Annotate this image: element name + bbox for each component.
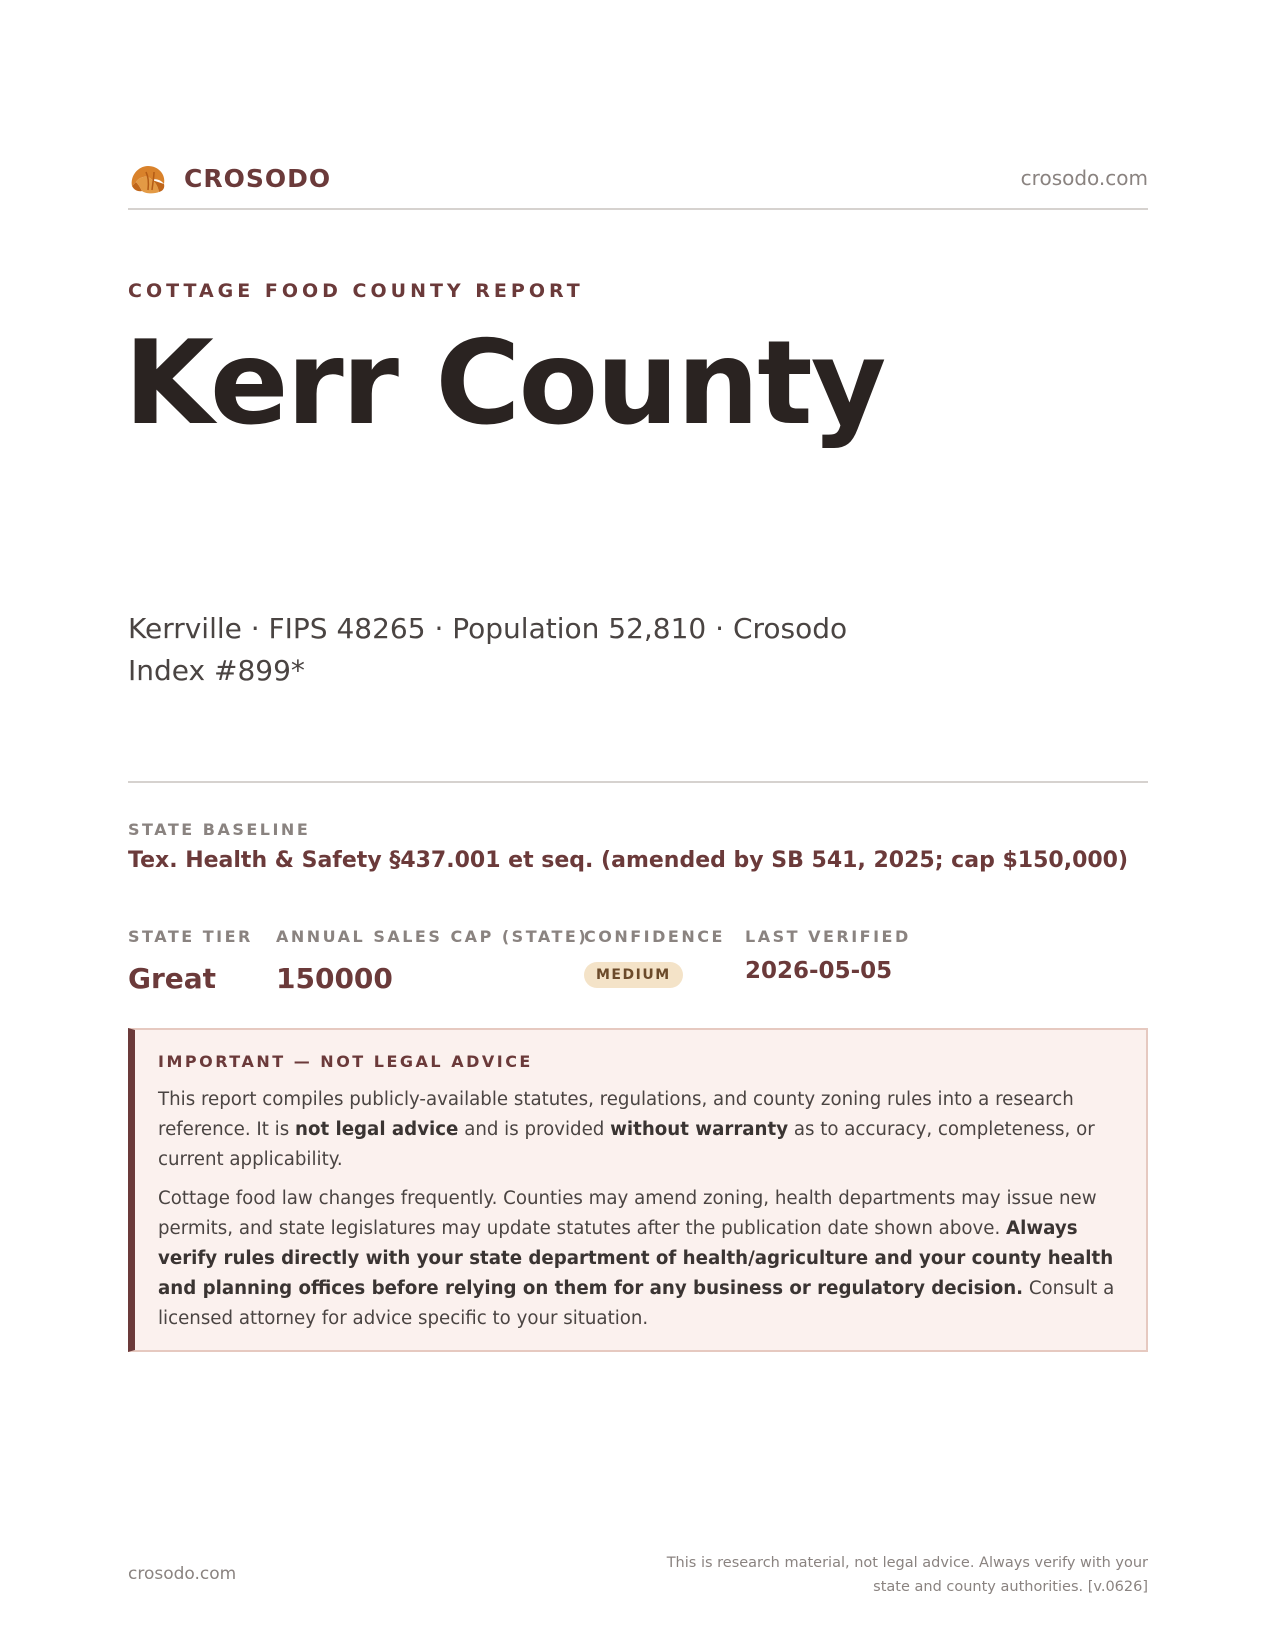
stat-sales-cap bbox=[276, 927, 588, 995]
notice-title: IMPORTANT — NOT LEGAL ADVICE bbox=[158, 1052, 533, 1071]
notice-text: as to accuracy, completeness, or current applicability. bbox=[158, 1119, 1095, 1170]
notice-emphasis: not legal advice bbox=[295, 1119, 459, 1140]
report-page bbox=[124, 0, 1148, 1650]
notice-emphasis: without warranty bbox=[610, 1119, 789, 1140]
stat-confidence bbox=[584, 927, 725, 988]
notice-emphasis: Always verify rules directly with your state department of health/agriculture and your county health and planning offices before relying on them for any business or regulatory decision. bbox=[158, 1218, 1114, 1299]
stat-label: ANNUAL SALES CAP (STATE) bbox=[276, 927, 589, 946]
section-divider bbox=[128, 781, 1148, 783]
site-url-link[interactable]: crosodo.com bbox=[1020, 166, 1148, 190]
stats-row bbox=[128, 927, 1148, 997]
legal-notice bbox=[128, 1028, 1148, 1352]
baseline-statute: Tex. Health & Safety §437.001 et seq. (amended by SB 541, 2025; cap $150,000) bbox=[128, 848, 1129, 873]
stat-label: CONFIDENCE bbox=[584, 927, 725, 946]
notice-text: This report compiles publicly-available statutes, regulations, and county zoning rules into a research reference. It is bbox=[158, 1089, 1074, 1140]
stat-value: 2026-05-05 bbox=[745, 958, 893, 984]
page-title: Kerr County bbox=[124, 316, 885, 451]
brand-name: CROSODO bbox=[184, 163, 332, 193]
footer-disclaimer: This is research material, not legal advice. Always verify with your state and county authorities. [v.0626] bbox=[666, 1555, 1148, 1595]
stat-value: 150000 bbox=[276, 962, 393, 995]
croissant-icon bbox=[128, 160, 168, 196]
stat-label: STATE TIER bbox=[128, 927, 253, 946]
notice-paragraph bbox=[158, 1085, 1122, 1175]
notice-text: and is provided bbox=[458, 1119, 611, 1140]
footer-site-url[interactable]: crosodo.com bbox=[128, 1564, 237, 1584]
stat-last-verified bbox=[745, 927, 911, 984]
notice-text: Consult a licensed attorney for advice specific to your situation. bbox=[158, 1278, 1115, 1329]
stat-value: Great bbox=[128, 962, 217, 995]
confidence-badge: MEDIUM bbox=[584, 962, 683, 988]
notice-text: Cottage food law changes frequently. Counties may amend zoning, health departments may issue new permits, and state legislatures may update statutes after the publication date shown above. bbox=[158, 1188, 1097, 1239]
brand bbox=[128, 160, 331, 196]
stat-label: LAST VERIFIED bbox=[745, 927, 911, 946]
page-header bbox=[128, 160, 1148, 210]
stat-state-tier bbox=[128, 927, 253, 995]
county-meta: Kerrville · FIPS 48265 · Population 52,810 · Crosodo Index #899* bbox=[128, 612, 848, 687]
baseline-label: STATE BASELINE bbox=[128, 820, 311, 839]
report-eyebrow: COTTAGE FOOD COUNTY REPORT bbox=[128, 280, 584, 302]
notice-paragraph bbox=[158, 1184, 1122, 1334]
